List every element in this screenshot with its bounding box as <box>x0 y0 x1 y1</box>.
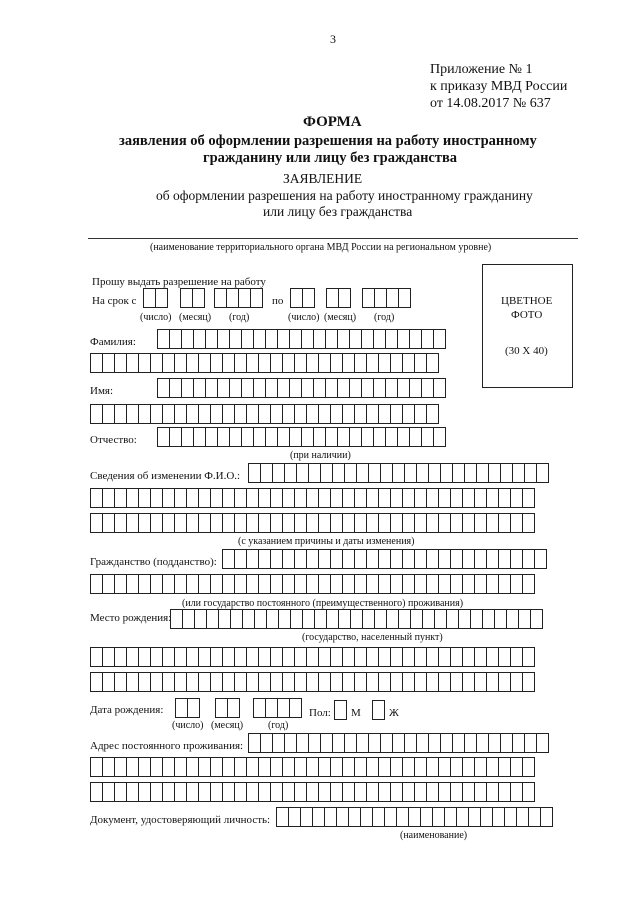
caption-from-year: (год) <box>229 312 250 323</box>
input-cell <box>227 698 240 718</box>
address-cells[interactable] <box>248 733 548 753</box>
caption-from-month: (месяц) <box>179 312 212 323</box>
input-cell <box>522 488 535 508</box>
statement-subtitle-2: или лицу без гражданства <box>263 204 413 219</box>
surname-label: Фамилия: <box>90 336 136 348</box>
photo-label-2: ФОТО <box>511 309 543 321</box>
term-from-month[interactable] <box>180 288 204 308</box>
input-cell <box>540 807 553 827</box>
input-cell <box>536 733 549 753</box>
sex-label: Пол: <box>309 707 331 719</box>
page-number: 3 <box>330 32 336 46</box>
citizenship-cells-2[interactable] <box>90 574 534 594</box>
statement-title: ЗАЯВЛЕНИЕ <box>283 171 363 186</box>
caption-birth-month: (месяц) <box>211 720 244 731</box>
address-cells-3[interactable] <box>90 782 534 802</box>
term-to-year[interactable] <box>362 288 410 308</box>
input-cell <box>534 549 547 569</box>
input-cell <box>398 288 411 308</box>
appendix-line-2: к приказу МВД России <box>430 79 568 94</box>
name-label: Имя: <box>90 385 114 397</box>
statement-subtitle-1: об оформлении разрешения на работу иностранному гражданину <box>156 188 533 203</box>
input-cell <box>522 574 535 594</box>
term-to-month[interactable] <box>326 288 350 308</box>
patronymic-label: Отчество: <box>90 434 137 446</box>
input-cell <box>433 329 446 349</box>
birthdate-year[interactable] <box>253 698 301 718</box>
authority-line <box>88 238 578 239</box>
input-cell <box>302 288 315 308</box>
citizenship-cells[interactable] <box>222 549 546 569</box>
term-from-year[interactable] <box>214 288 262 308</box>
birthdate-day[interactable] <box>175 698 199 718</box>
input-cell <box>372 700 385 720</box>
birthplace-label: Место рождения: <box>90 612 172 624</box>
input-cell <box>426 404 439 424</box>
id-document-note: (наименование) <box>400 830 468 841</box>
birthdate-month[interactable] <box>215 698 239 718</box>
form-subtitle-1: заявления об оформлении разрешения на работу иностранному <box>119 133 537 149</box>
id-document-cells[interactable] <box>276 807 552 827</box>
term-to-day[interactable] <box>290 288 314 308</box>
input-cell <box>522 647 535 667</box>
input-cell <box>338 288 351 308</box>
citizenship-note: (или государство постоянного (преимущественного) проживания) <box>182 598 464 609</box>
sex-f-box[interactable] <box>372 700 384 720</box>
input-cell <box>522 672 535 692</box>
surname-cells-2[interactable] <box>90 353 438 373</box>
caption-from-day: (число) <box>140 312 172 323</box>
caption-birth-year: (год) <box>268 720 289 731</box>
input-cell <box>522 757 535 777</box>
input-cell <box>433 427 446 447</box>
input-cell <box>334 700 347 720</box>
caption-to-day: (число) <box>288 312 320 323</box>
form-title: ФОРМА <box>303 114 362 130</box>
input-cell <box>522 513 535 533</box>
address-cells-2[interactable] <box>90 757 534 777</box>
input-cell <box>250 288 263 308</box>
caption-to-year: (год) <box>374 312 395 323</box>
input-cell <box>522 782 535 802</box>
sex-m-label: М <box>351 707 361 719</box>
term-to-label: по <box>272 295 284 307</box>
name-change-cells[interactable] <box>248 463 548 483</box>
birthplace-cells-3[interactable] <box>90 672 534 692</box>
authority-caption: (наименование территориального органа МВД России на региональном уровне) <box>150 242 492 253</box>
name-cells[interactable] <box>157 378 445 398</box>
caption-birth-day: (число) <box>172 720 204 731</box>
caption-to-month: (месяц) <box>324 312 357 323</box>
photo-label-1: ЦВЕТНОЕ <box>501 295 553 307</box>
sex-m-box[interactable] <box>334 700 346 720</box>
photo-size: (30 Х 40) <box>505 345 548 357</box>
photo-box <box>482 264 573 388</box>
appendix-line-3: от 14.08.2017 № 637 <box>430 96 551 111</box>
id-document-label: Документ, удостоверяющий личность: <box>90 814 271 826</box>
input-cell <box>289 698 302 718</box>
birthplace-cells-2[interactable] <box>90 647 534 667</box>
citizenship-label: Гражданство (подданство): <box>90 556 217 568</box>
surname-cells[interactable] <box>157 329 445 349</box>
term-from-label: На срок с <box>92 295 137 307</box>
patronymic-cells[interactable] <box>157 427 445 447</box>
input-cell <box>536 463 549 483</box>
sex-f-label: Ж <box>389 707 399 719</box>
patronymic-note: (при наличии) <box>290 450 351 461</box>
form-subtitle-2: гражданину или лицу без гражданства <box>203 150 458 166</box>
input-cell <box>530 609 543 629</box>
appendix-line-1: Приложение № 1 <box>430 62 533 77</box>
name-change-cells-3[interactable] <box>90 513 534 533</box>
birthplace-note: (государство, населенный пункт) <box>302 632 443 643</box>
birthdate-label: Дата рождения: <box>90 704 164 716</box>
input-cell <box>433 378 446 398</box>
input-cell <box>426 353 439 373</box>
name-cells-2[interactable] <box>90 404 438 424</box>
name-change-note: (с указанием причины и даты изменения) <box>238 536 415 547</box>
request-text: Прошу выдать разрешение на работу <box>92 276 266 288</box>
input-cell <box>192 288 205 308</box>
input-cell <box>187 698 200 718</box>
term-from-day[interactable] <box>143 288 167 308</box>
input-cell <box>155 288 168 308</box>
name-change-cells-2[interactable] <box>90 488 534 508</box>
birthplace-cells[interactable] <box>170 609 542 629</box>
address-label: Адрес постоянного проживания: <box>90 740 244 752</box>
name-change-label: Сведения об изменении Ф.И.О.: <box>90 470 241 482</box>
